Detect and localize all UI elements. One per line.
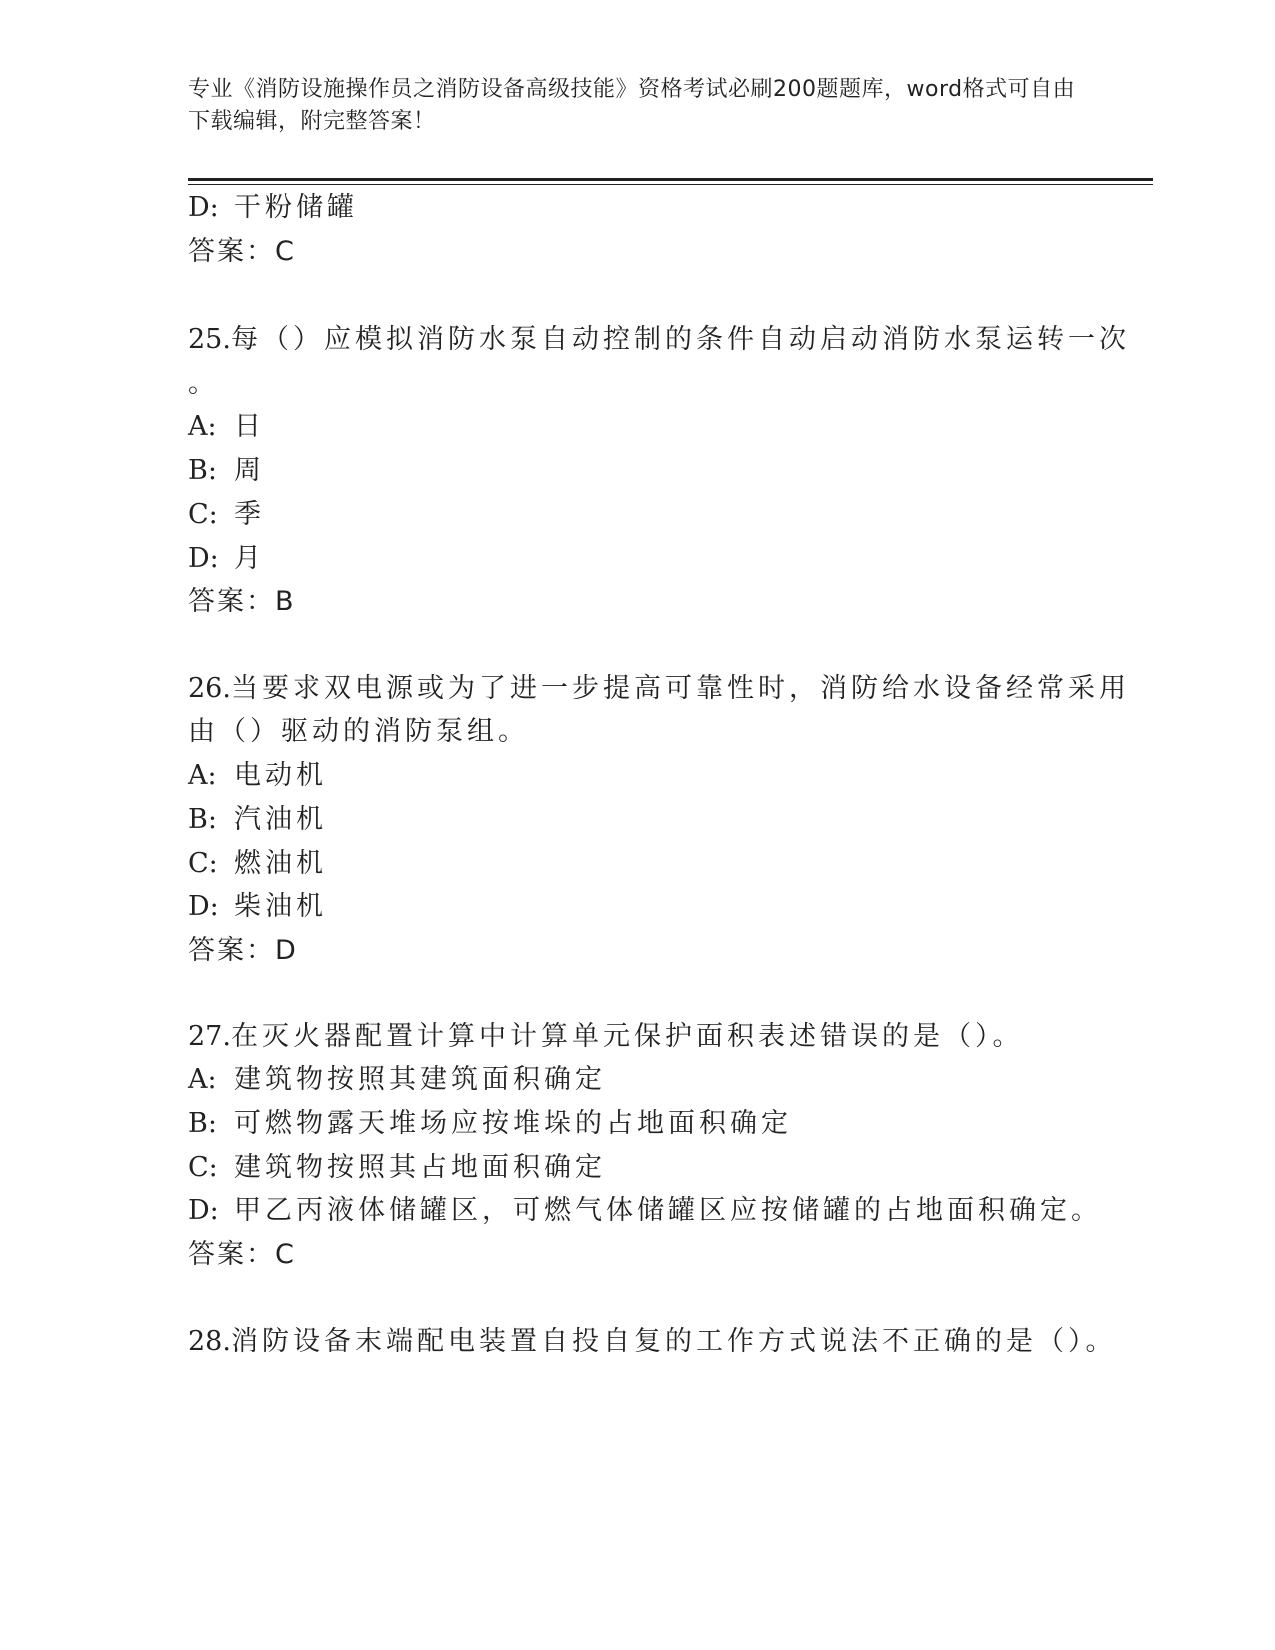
question-text: 当要求双电源或为了进一步提高可靠性时，消防给水设备经常采用 bbox=[230, 673, 1130, 704]
option-text: 汽油机 bbox=[234, 804, 327, 835]
option-text: 周 bbox=[234, 455, 265, 486]
q26-option-d bbox=[188, 889, 327, 925]
question-number: 25. bbox=[188, 324, 231, 355]
q26-option-c bbox=[188, 846, 327, 882]
option-key: A: bbox=[188, 1064, 217, 1095]
option-text: 建筑物按照其建筑面积确定 bbox=[234, 1064, 606, 1095]
q26-option-b bbox=[188, 802, 327, 838]
q26-stem-line1 bbox=[188, 671, 1130, 707]
header-rule-thin bbox=[188, 184, 1153, 185]
option-key: D: bbox=[188, 192, 219, 223]
q26-stem-line2: 由（）驱动的消防泵组。 bbox=[188, 716, 529, 747]
question-text: 在灭火器配置计算中计算单元保护面积表述错误的是（）。 bbox=[230, 1021, 1024, 1052]
q27-option-c bbox=[188, 1150, 606, 1186]
q25-option-c bbox=[188, 497, 265, 533]
q25-option-a bbox=[188, 409, 265, 445]
question-number: 27. bbox=[188, 1021, 231, 1052]
q24-answer: 答案：C bbox=[188, 236, 296, 267]
q27-option-d bbox=[188, 1193, 1102, 1229]
question-text: 消防设备末端配电装置自投自复的工作方式说法不正确的是（）。 bbox=[230, 1326, 1117, 1357]
option-text: 可燃物露天堆场应按堆垛的占地面积确定 bbox=[234, 1108, 792, 1139]
option-text: 日 bbox=[234, 411, 265, 442]
q26-answer: 答案：D bbox=[188, 935, 298, 966]
option-text: 季 bbox=[234, 499, 265, 530]
option-key: A: bbox=[188, 411, 217, 442]
option-text: 建筑物按照其占地面积确定 bbox=[234, 1152, 606, 1183]
option-text: 干粉储罐 bbox=[234, 192, 358, 223]
option-key: D: bbox=[188, 1195, 219, 1226]
option-text: 柴油机 bbox=[234, 891, 327, 922]
q25-option-d bbox=[188, 541, 265, 577]
q25-stem-line1 bbox=[188, 322, 1130, 358]
document-header: 专业《消防设施操作员之消防设备高级技能》资格考试必刷200题题库，word格式可自由下载编辑，附完整答案！ bbox=[188, 77, 1076, 134]
option-text: 电动机 bbox=[234, 760, 327, 791]
question-text: 每（）应模拟消防水泵自动控制的条件自动启动消防水泵运转一次 bbox=[230, 324, 1130, 355]
header-rule-thick bbox=[188, 178, 1153, 181]
option-text: 月 bbox=[234, 543, 265, 574]
q25-option-b bbox=[188, 453, 265, 489]
option-key: C: bbox=[188, 1152, 218, 1183]
question-number: 28. bbox=[188, 1326, 231, 1357]
q27-option-a bbox=[188, 1062, 606, 1098]
option-key: B: bbox=[188, 455, 217, 486]
option-key: D: bbox=[188, 891, 219, 922]
q27-stem-line1 bbox=[188, 1019, 1023, 1055]
q24-option-d bbox=[188, 190, 358, 226]
option-key: B: bbox=[188, 1108, 217, 1139]
q28-stem-line1 bbox=[188, 1324, 1116, 1360]
option-key: B: bbox=[188, 804, 217, 835]
option-key: A: bbox=[188, 760, 217, 791]
option-text: 甲乙丙液体储罐区，可燃气体储罐区应按储罐的占地面积确定。 bbox=[234, 1195, 1102, 1226]
option-key: C: bbox=[188, 499, 218, 530]
question-number: 26. bbox=[188, 673, 231, 704]
option-key: C: bbox=[188, 848, 218, 879]
q27-option-b bbox=[188, 1106, 792, 1142]
option-key: D: bbox=[188, 543, 219, 574]
q25-answer: 答案：B bbox=[188, 586, 296, 617]
q27-answer: 答案：C bbox=[188, 1239, 296, 1270]
option-text: 燃油机 bbox=[234, 848, 327, 879]
q25-stem-line2: 。 bbox=[188, 368, 219, 399]
q26-option-a bbox=[188, 758, 327, 794]
